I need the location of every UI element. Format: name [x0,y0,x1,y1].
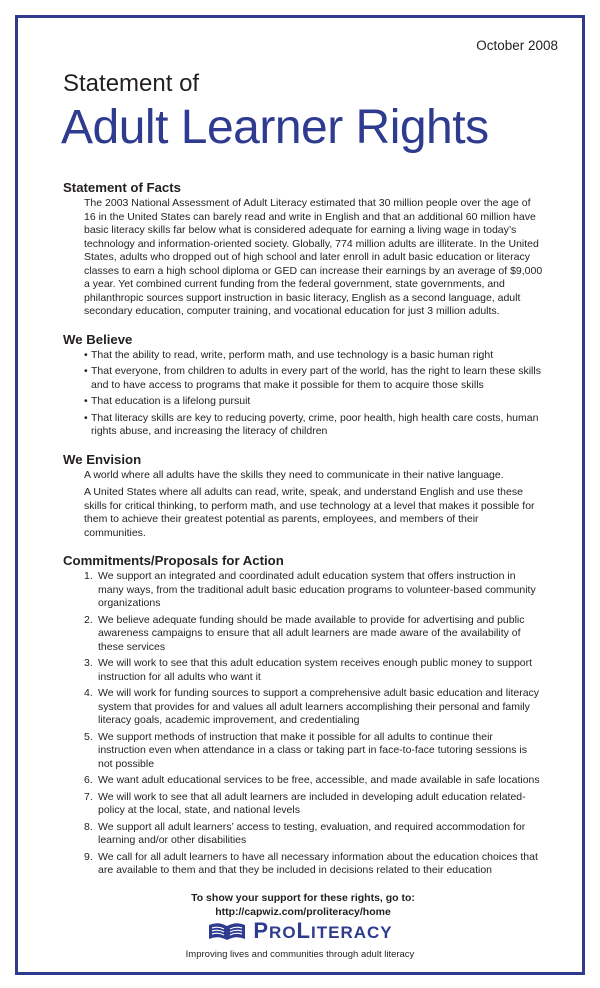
item-number: 2. [84,613,93,626]
envision-section [63,452,543,541]
item-number: 4. [84,687,93,699]
item-number: 7. [84,790,93,803]
list-item [84,851,543,878]
believe-heading: We Believe [63,331,133,347]
item-text: We will work to see that all adult learners are included in developing adult education related-policy at the local, state, and national levels [98,790,526,816]
item-number: 8. [84,820,93,833]
list-item [84,687,543,728]
logo-wordmark: PROLITERACY [253,918,393,943]
title-line-1: Statement of [63,70,200,97]
logo-tagline: Improving lives and communities through adult literacy [185,949,415,960]
item-text: We support methods of instruction that make it possible for all adults to continue their instruction even when attendance in a class or taking part in face-to-face tutoring sessions is not possible [98,730,527,770]
facts-section [63,180,543,319]
support-link[interactable]: http://capwiz.com/proliteracy/home [215,905,391,918]
list-item: • That everyone, from children to adults in every part of the world, has the right to learn these skills and to have access to programs that make it possible for them to acquire those skills [84,365,543,392]
envision-heading: We Envision [63,451,142,467]
list-item [84,731,543,772]
item-number: 1. [84,570,93,582]
item-number: 9. [84,850,93,863]
item-text: We will work to see that this adult education system receives enough public money to support instruction for all adults who want it [98,657,533,683]
list-item [84,614,543,655]
date: October 2008 [476,38,558,53]
commitments-heading: Commitments/Proposals for Action [63,553,284,568]
list-item [84,774,543,788]
item-text: We believe adequate funding should be made available to provide for advertising and public awareness campaigns to ensure that all adult learners are made aware of the availability of these services [98,613,525,653]
believe-section [63,332,543,439]
open-book-icon [207,920,247,942]
main-content [63,180,543,919]
proliteracy-logo [0,918,600,960]
list-item [84,821,543,848]
list-item [84,570,543,611]
support-callout [63,891,543,919]
list-item [84,791,543,818]
title-line-2: Adult Learner Rights [61,101,489,154]
item-number: 5. [84,730,93,743]
envision-paragraph-2: A United States where all adults can read, write, speak, and understand English and use these skills for critical thinking, to perform math, and use technology at a level that makes it possible for them to achieve their greatest potential as parents, employees, and members of their communities. [84,486,535,539]
list-item [84,657,543,684]
item-text: We want adult educational services to be free, accessible, and made available in safe locations [98,774,540,786]
envision-paragraph-1: A world where all adults have the skills they need to communicate in their native language. [84,468,504,481]
item-text: We call for all adult learners to have all necessary information about the education choices that are available to them and that they be included in decisions related to their education [98,850,538,876]
item-text: We will work for funding sources to support a comprehensive adult basic education and literacy system that provides for and values all adult learners accomplishing their personal and family literacy goals, academic improvement, and credentialing [98,687,540,726]
list-item: • That education is a lifelong pursuit [84,395,543,409]
facts-heading: Statement of Facts [63,180,181,195]
item-number: 6. [84,774,93,786]
support-text: To show your support for these rights, go to: [191,891,415,904]
list-item: • That the ability to read, write, perform math, and use technology is a basic human right [84,349,543,363]
item-text: We support an integrated and coordinated adult education system that offers instruction in many ways, from the traditional adult basic education programs to volunteer-based community organizations [98,570,536,609]
commitments-section [63,553,543,878]
item-text: We support all adult learners’ access to testing, evaluation, and required accommodation for learning and/or other disabilities [98,820,526,846]
list-item: • That literacy skills are key to reducing poverty, crime, poor health, high health care costs, human rights abuse, and increasing the literacy of children [84,412,543,439]
item-number: 3. [84,657,93,669]
facts-text: The 2003 National Assessment of Adult Literacy estimated that 30 million people over the age of 16 in the United States can barely read and write in English and that an additional 60 million have basic literacy skills far below what is considered adequate for earning a living wage in today’s technology and information-oriented society. Globally, 774 million adults are illiterate. In the United States, adults who dropped out of high school and later enroll in adult basic education or literacy classes to earn a high school diploma or GED can increase their earnings by an average of $9,000 a year. Yet combined current funding from the federal government, state governments, and philanthropic sources support instruction in basic literacy, English as a second language, adult secondary education, computer training, and vocational education for just 3 million adults. [84,197,543,317]
